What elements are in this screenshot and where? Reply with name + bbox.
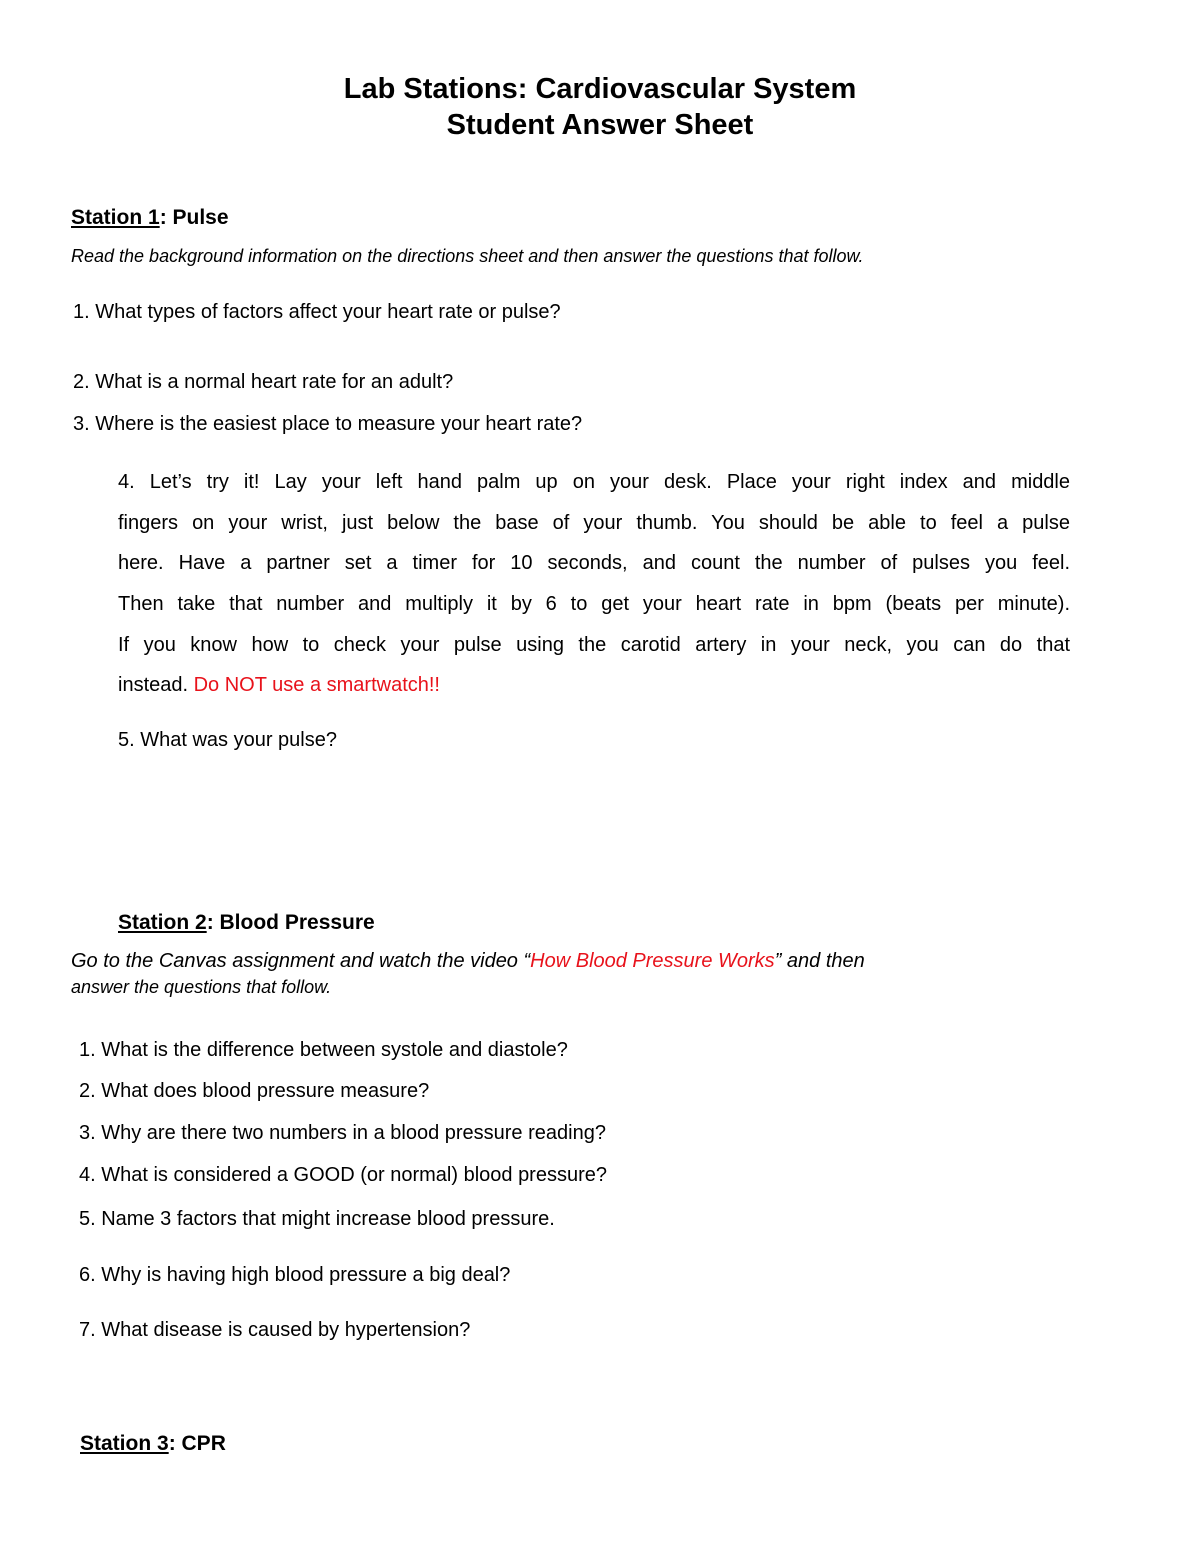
q4-last-prefix: instead.	[118, 674, 194, 697]
station-3-heading	[80, 1431, 226, 1457]
smartwatch-warning: Do NOT use a smartwatch!!	[193, 674, 440, 697]
page-subtitle: Student Answer Sheet	[446, 109, 754, 141]
q4-line-5: If you know how to check your pulse using the carotid artery in your neck, you can do that	[118, 633, 1070, 656]
station-2-question-6: 6. Why is having high blood pressure a big deal?	[79, 1264, 511, 1286]
station-3-topic: : CPR	[168, 1432, 226, 1455]
station-1-question-4	[118, 462, 1070, 706]
station-1-topic: : Pulse	[159, 206, 229, 229]
station-1-question-1: 1. What types of factors affect your heart rate or pulse?	[73, 301, 561, 323]
video-title-link[interactable]: How Blood Pressure Works	[530, 950, 775, 972]
q4-line-3: here. Have a partner set a timer for 10 seconds, and count the number of pulses you feel.	[118, 552, 1070, 575]
station-2-question-1: 1. What is the difference between systole and diastole?	[79, 1039, 568, 1061]
page-title: Lab Stations: Cardiovascular System	[343, 73, 857, 105]
station-2-instr-prefix: Go to the Canvas assignment and watch the video “	[71, 950, 531, 972]
station-1-question-3: 3. Where is the easiest place to measure your heart rate?	[73, 413, 583, 435]
station-2-heading	[118, 910, 375, 936]
q4-line-2: fingers on your wrist, just below the base of your thumb. You should be able to feel a pulse	[118, 511, 1070, 534]
station-1-question-2: 2. What is a normal heart rate for an adult?	[73, 371, 454, 393]
station-2-question-2: 2. What does blood pressure measure?	[79, 1080, 430, 1102]
station-2-question-5: 5. Name 3 factors that might increase blood pressure.	[79, 1208, 555, 1230]
station-1-instructions: Read the background information on the directions sheet and then answer the questions that follow.	[71, 246, 864, 266]
station-2-question-3: 3. Why are there two numbers in a blood pressure reading?	[79, 1122, 606, 1144]
station-2-instr-suffix: ” and then	[774, 950, 865, 972]
station-2-instructions	[71, 948, 865, 974]
q4-line-4: Then take that number and multiply it by 6 to get your heart rate in bpm (beats per minute).	[118, 593, 1070, 616]
station-2-label: Station 2	[118, 911, 207, 934]
station-2-question-7: 7. What disease is caused by hypertension?	[79, 1319, 471, 1341]
station-2-instructions-line-2: answer the questions that follow.	[71, 977, 332, 997]
station-1-heading	[71, 205, 229, 231]
station-1-label: Station 1	[71, 206, 160, 229]
station-2-topic: : Blood Pressure	[206, 911, 375, 934]
station-3-label: Station 3	[80, 1432, 169, 1455]
q4-line-1: 4. Let’s try it! Lay your left hand palm up on your desk. Place your right index and middle	[118, 471, 1070, 493]
station-2-question-4: 4. What is considered a GOOD (or normal) blood pressure?	[79, 1164, 607, 1186]
q4-line-6	[118, 665, 1070, 706]
station-1-question-5: 5. What was your pulse?	[118, 729, 337, 751]
